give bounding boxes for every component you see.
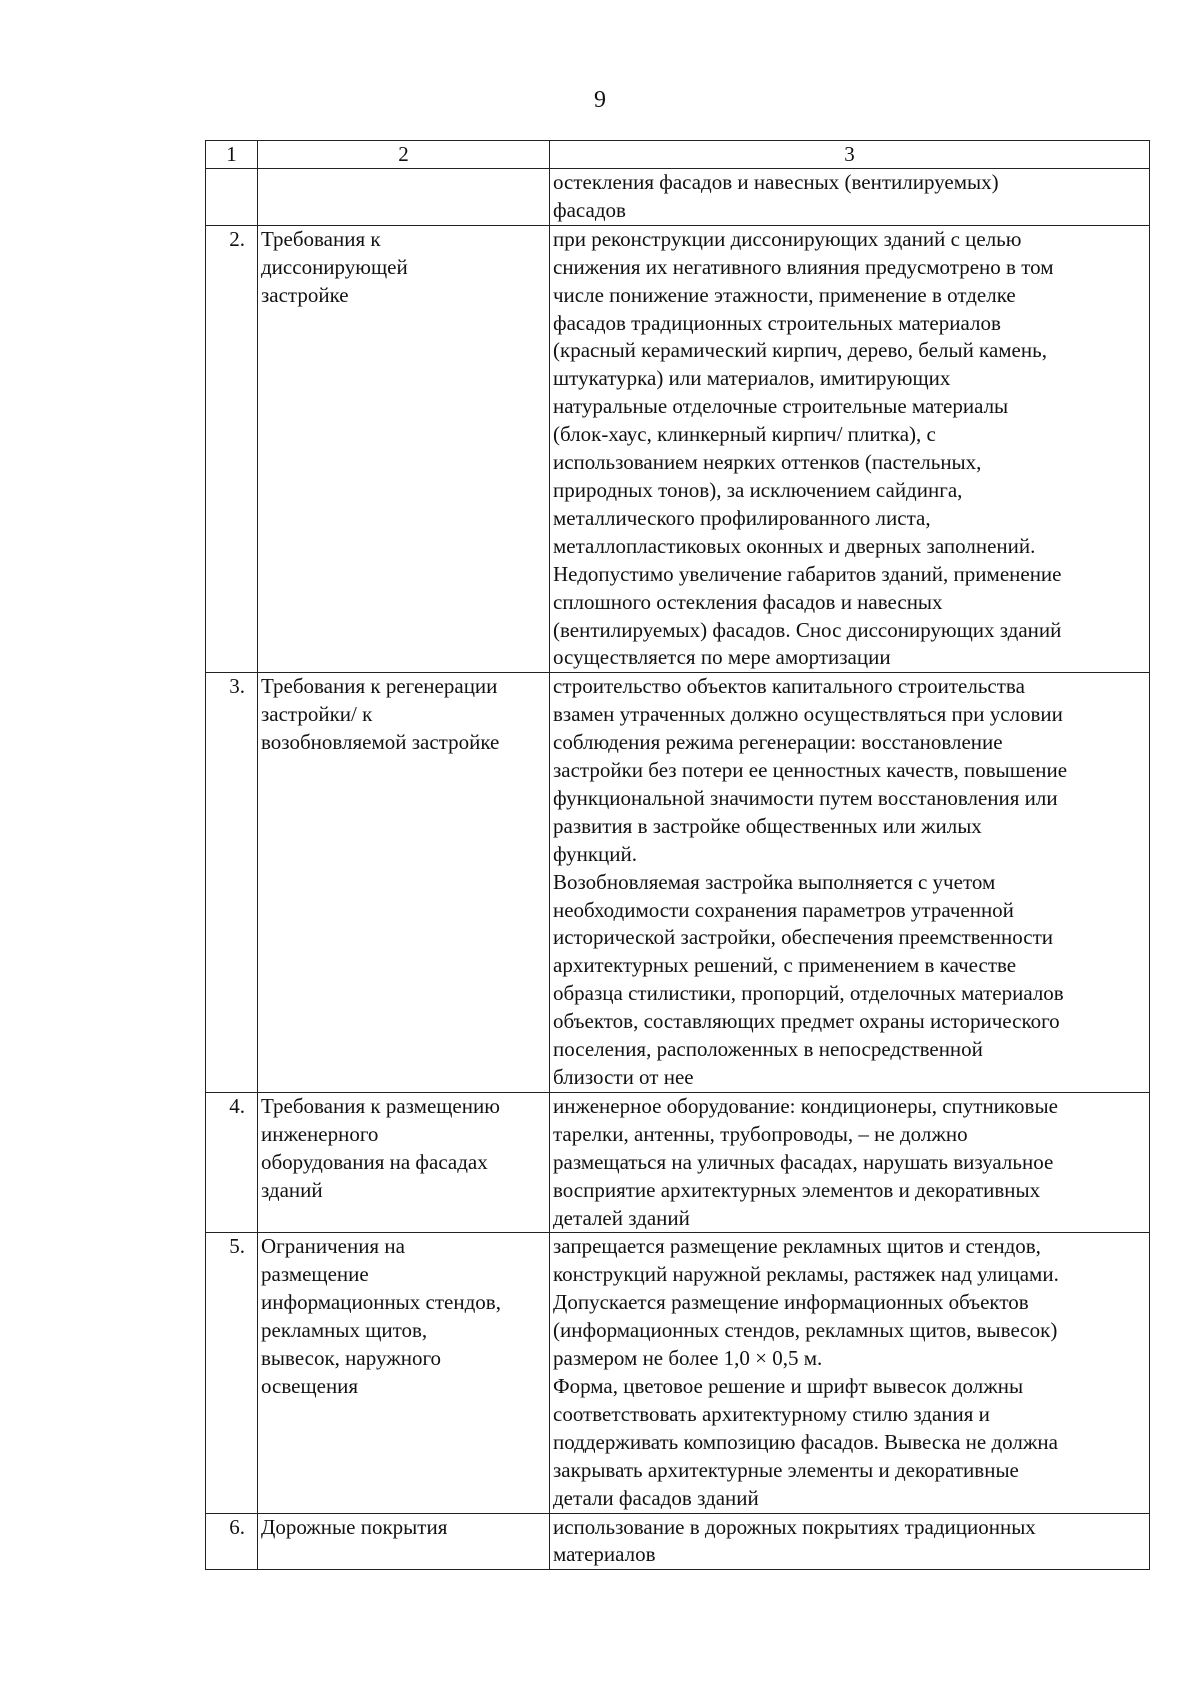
column-header-2: 2 [258,141,550,169]
row-number: 5. [206,1233,258,1513]
table-row [206,1513,1150,1570]
row-description [550,169,1150,226]
description-paragraph: инженерное оборудование: кондиционеры, спутниковые тарелки, антенны, трубопроводы, – не должно размещаться на уличных фасадах, нарушать визуальное восприятие архитектурных элементов и декоративных деталей зданий [553,1093,1058,1230]
table-row [206,225,1150,673]
row-number [206,169,258,226]
row-title: Требования к диссонирующей застройке [258,225,550,673]
row-title: Дорожные покрытия [258,1513,550,1570]
column-header-3: 3 [550,141,1150,169]
description-paragraph: строительство объектов капитального строительства взамен утраченных должно осуществляться при условии соблюдения режима регенерации: восстановление застройки без потери ее ценностных качеств, повышение функциональной значимости путем восстановления или развития в застройке общественных или жилых функций. [553,674,1068,866]
row-title: Ограничения на размещение информационных стендов, рекламных щитов, вывесок, наружного освещения [258,1233,550,1513]
page-number: 9 [594,87,606,113]
table-row [206,169,1150,226]
column-header-1: 1 [206,141,258,169]
row-title [258,169,550,226]
row-description [550,1513,1150,1570]
requirements-table [205,140,1150,1570]
description-paragraph: Недопустимо увеличение габаритов зданий, применение сплошного остекления фасадов и навесных (вентилируемых) фасадов. Снос диссонирующих зданий осуществляется по мере амортизации [553,561,1062,670]
table-header-row [206,141,1150,169]
table-row [206,1092,1150,1233]
row-title: Требования к размещению инженерного оборудования на фасадах зданий [258,1092,550,1233]
row-description [550,225,1150,673]
description-paragraph: использование в дорожных покрытиях традиционных материалов [553,1514,1036,1567]
row-description [550,1092,1150,1233]
description-paragraph: Форма, цветовое решение и шрифт вывесок должны соответствовать архитектурному стилю здания и поддерживать композицию фасадов. Вывеска не должна закрывать архитектурные элементы и декоративные детали фасадов зданий [553,1373,1058,1510]
row-number: 3. [206,673,258,1093]
row-title: Требования к регенерации застройки/ к возобновляемой застройке [258,673,550,1093]
row-number: 6. [206,1513,258,1570]
description-paragraph: Возобновляемая застройка выполняется с учетом необходимости сохранения параметров утраченной исторической застройки, обеспечения преемственности архитектурных решений, с применением в качестве образца стилистики, пропорций, отделочных материалов объектов, составляющих предмет охраны исторического поселения, расположенных в непосредственной близости от нее [553,869,1064,1089]
row-description [550,673,1150,1093]
description-paragraph: при реконструкции диссонирующих зданий с целью снижения их негативного влияния предусмотрено в том числе понижение этажности, применение в отделке фасадов традиционных строительных материалов (красный керамический кирпич, дерево, белый камень, штукатурка) или материалов, имитирующих натуральные отделочные строительные материалы (блок-хаус, клинкерный кирпич/ плитка), с использованием неярких оттенков (пастельных, природных тонов), за исключением сайдинга, металлического профилированного листа, металлопластиковых оконных и дверных заполнений. [553,226,1054,558]
description-paragraph: запрещается размещение рекламных щитов и стендов, конструкций наружной рекламы, растяжек над улицами. Допускается размещение информационных объектов (информационных стендов, рекламных щитов, вывесок) размером не более 1,0 × 0,5 м. [553,1234,1059,1371]
row-description [550,1233,1150,1513]
row-number: 4. [206,1092,258,1233]
table-row [206,1233,1150,1513]
row-number: 2. [206,225,258,673]
description-paragraph: остекления фасадов и навесных (вентилируемых) фасадов [553,170,999,222]
table-row [206,673,1150,1093]
